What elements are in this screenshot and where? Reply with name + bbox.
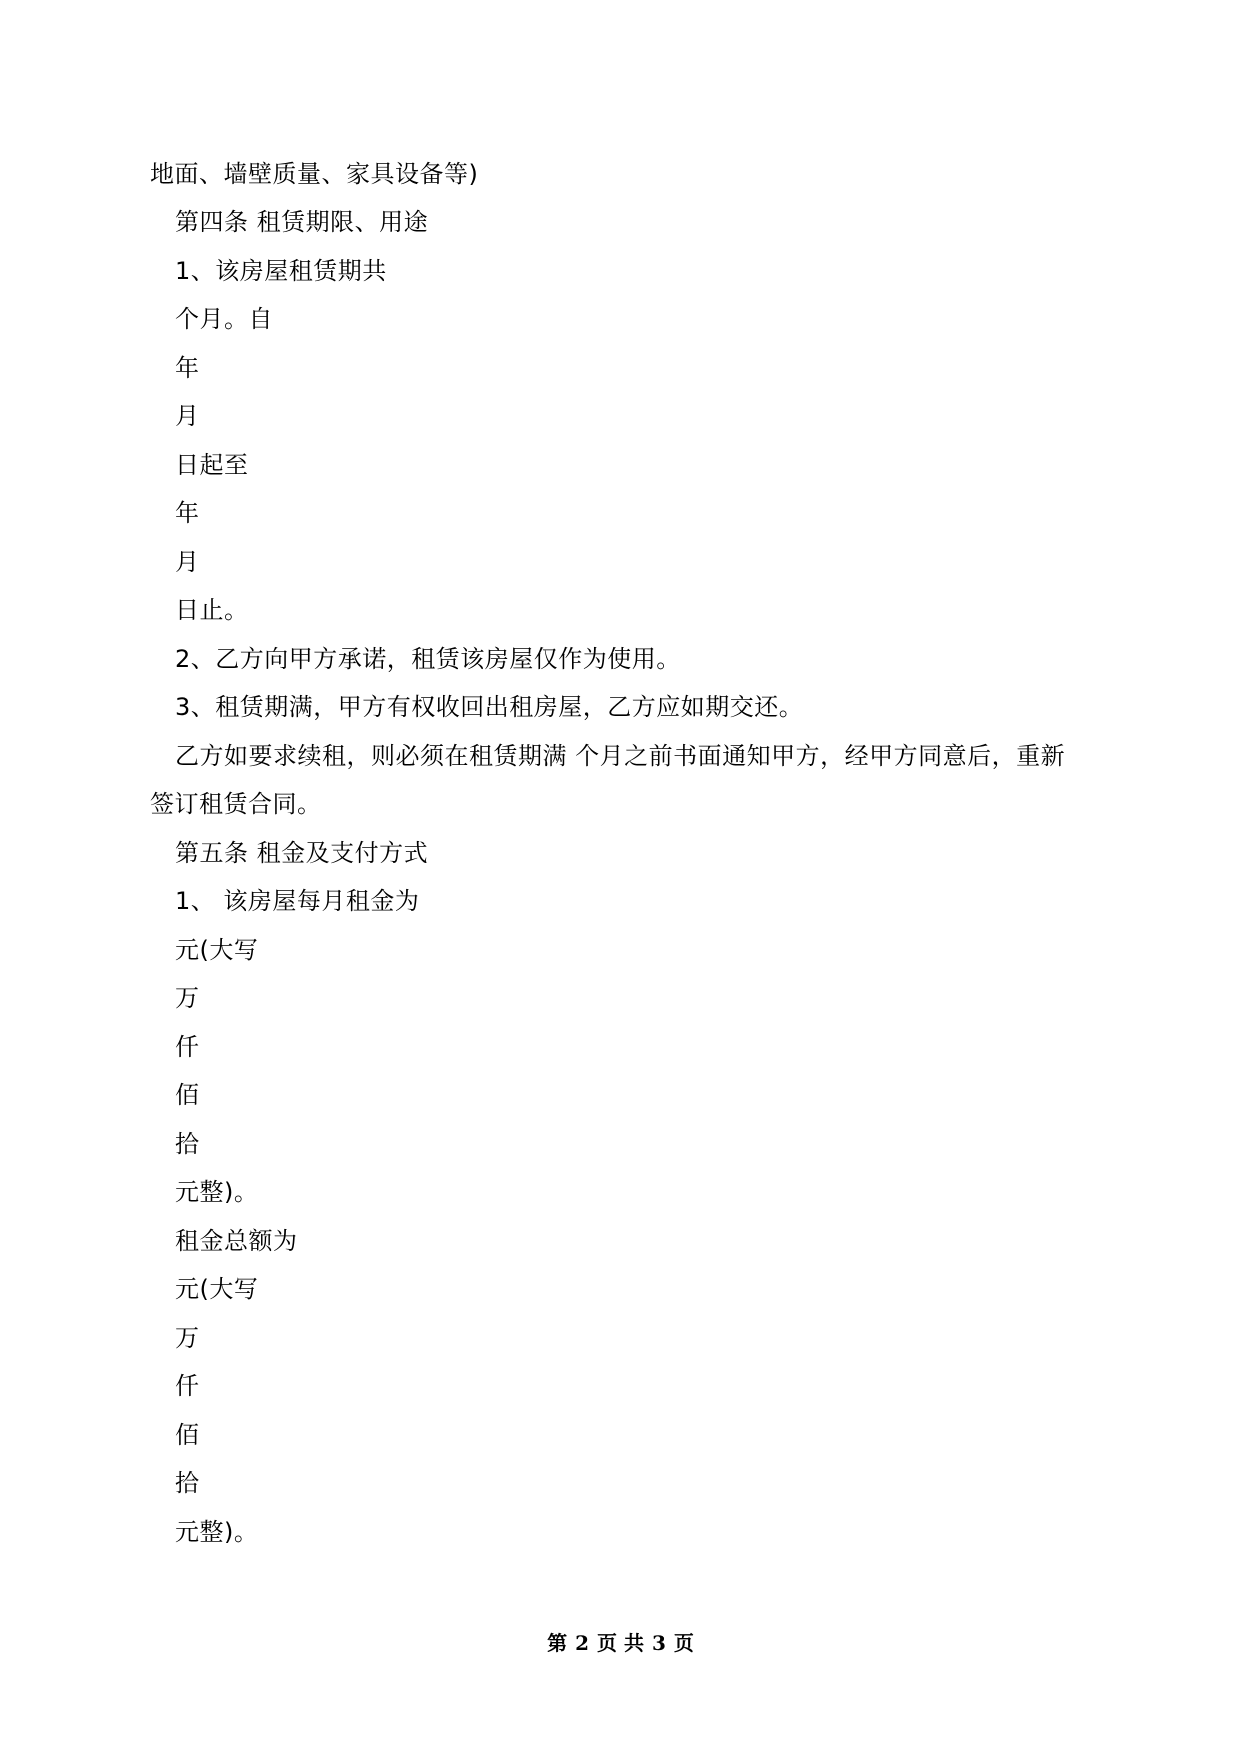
text-line: 3、租赁期满，甲方有权收回出租房屋，乙方应如期交还。 [175,693,804,721]
text-line: 月 [175,548,200,576]
text-line: 2、乙方向甲方承诺，租赁该房屋仅作为使用。 [175,645,681,673]
text-line: 日止。 [175,596,249,624]
text-line-continuation: 地面、墙壁质量、家具设备等) [150,160,479,188]
text-line: 年 [175,354,200,382]
footer-prefix: 第 [547,1631,568,1655]
text-line: 月 [175,402,200,430]
text-line: 拾 [175,1130,200,1158]
footer-middle: 页 共 [597,1631,644,1655]
footer-suffix: 页 [673,1631,694,1655]
total-pages-number: 3 [651,1631,666,1655]
text-line: 万 [175,1324,200,1352]
text-line: 个月。自 [175,305,273,333]
text-line: 乙方如要求续租，则必须在租赁期满 个月之前书面通知甲方，经甲方同意后，重新 [175,742,1066,770]
text-line: 元(大写 [175,1275,259,1303]
text-line: 1、该房屋租赁期共 [175,257,387,285]
text-line: 佰 [175,1421,200,1449]
text-line: 佰 [175,1081,200,1109]
text-line: 日起至 [175,451,249,479]
text-line: 万 [175,984,200,1012]
text-line: 元整)。 [175,1518,259,1546]
text-line: 仟 [175,1033,200,1061]
text-line: 年 [175,499,200,527]
current-page-number: 2 [575,1631,590,1655]
text-line: 仟 [175,1372,200,1400]
page-footer [0,1630,1241,1656]
article-5-heading: 第五条 租金及支付方式 [175,839,429,867]
text-line-continuation: 签订租赁合同。 [150,790,322,818]
text-line: 1、 该房屋每月租金为 [175,887,420,915]
text-line: 租金总额为 [175,1227,298,1255]
text-line: 元整)。 [175,1178,259,1206]
article-4-heading: 第四条 租赁期限、用途 [175,208,429,236]
text-line: 元(大写 [175,936,259,964]
text-line: 拾 [175,1469,200,1497]
